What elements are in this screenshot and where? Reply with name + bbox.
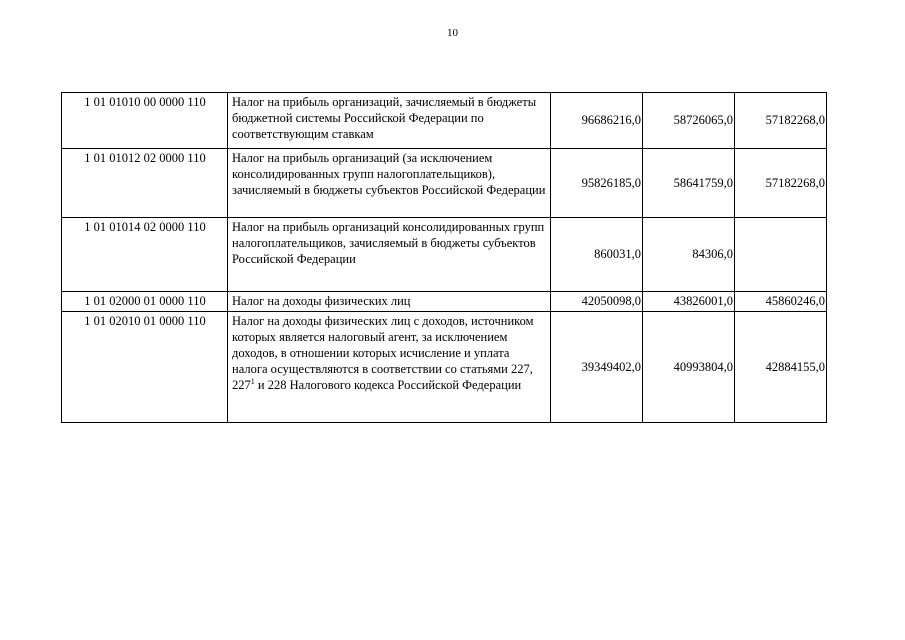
amount-year-3 xyxy=(735,218,827,292)
amount-year-2: 58726065,0 xyxy=(643,93,735,149)
page-number: 10 xyxy=(447,27,458,39)
budget-classification-code: 1 01 02000 01 0000 110 xyxy=(62,292,228,312)
table-row xyxy=(62,93,827,149)
budget-revenue-table xyxy=(61,92,827,423)
amount-year-1: 95826185,0 xyxy=(551,149,643,218)
amount-year-3: 57182268,0 xyxy=(735,149,827,218)
amount-year-3: 45860246,0 xyxy=(735,292,827,312)
revenue-name-part-1: Налог на доходы физических лиц с доходов, источником которых является налоговый агент, за исключением доходов, в отношении которых исчисление и уплата налога осуществляются в соответствии со статьями 227, 227 xyxy=(232,314,534,392)
table-row xyxy=(62,149,827,218)
budget-classification-code: 1 01 01014 02 0000 110 xyxy=(62,218,228,292)
amount-year-1: 42050098,0 xyxy=(551,292,643,312)
amount-year-2: 58641759,0 xyxy=(643,149,735,218)
budget-classification-code: 1 01 01010 00 0000 110 xyxy=(62,93,228,149)
table-row xyxy=(62,218,827,292)
revenue-name xyxy=(228,312,551,423)
budget-classification-code: 1 01 02010 01 0000 110 xyxy=(62,312,228,423)
amount-year-1: 39349402,0 xyxy=(551,312,643,423)
amount-year-3: 57182268,0 xyxy=(735,93,827,149)
revenue-name-part-2: и 228 Налогового кодекса Российской Федерации xyxy=(254,378,522,392)
revenue-name: Налог на прибыль организаций, зачисляемый в бюджеты бюджетной системы Российской Федерации по соответствующим ставкам xyxy=(228,93,551,149)
article-superscript: 1 xyxy=(250,376,255,386)
amount-year-1: 860031,0 xyxy=(551,218,643,292)
amount-year-2: 40993804,0 xyxy=(643,312,735,423)
revenue-name: Налог на прибыль организаций консолидированных групп налогоплательщиков, зачисляемый в бюджеты субъектов Российской Федерации xyxy=(228,218,551,292)
budget-classification-code: 1 01 01012 02 0000 110 xyxy=(62,149,228,218)
table-row xyxy=(62,312,827,423)
amount-year-2: 84306,0 xyxy=(643,218,735,292)
revenue-name: Налог на прибыль организаций (за исключением консолидированных групп налогоплательщиков), зачисляемый в бюджеты субъектов Российской Федерации xyxy=(228,149,551,218)
amount-year-2: 43826001,0 xyxy=(643,292,735,312)
amount-year-1: 96686216,0 xyxy=(551,93,643,149)
amount-year-3: 42884155,0 xyxy=(735,312,827,423)
revenue-name: Налог на доходы физических лиц xyxy=(228,292,551,312)
table-row xyxy=(62,292,827,312)
